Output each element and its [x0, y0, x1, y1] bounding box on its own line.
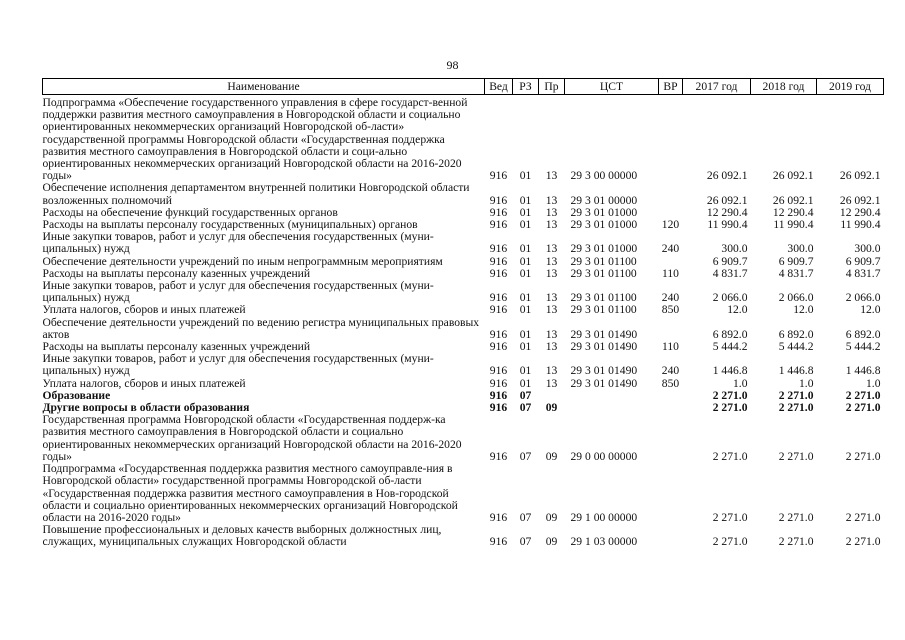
cell-vr: 110: [662, 266, 679, 280]
cell-vr: [659, 463, 683, 524]
cell-pr: 09: [545, 449, 558, 463]
cell-pr: 13: [545, 376, 558, 390]
cell-2017: 5 444.2: [712, 340, 748, 354]
cell-2018: 12.0: [793, 303, 814, 317]
cell-2019: 6 892.0: [845, 327, 881, 341]
cell-2017: 2 066.0: [712, 291, 748, 305]
cell-cst: 29 3 01 01100: [570, 254, 637, 268]
cell-pr: 09: [545, 510, 558, 524]
cell-pr: 13: [545, 205, 558, 219]
table-row: [43, 256, 884, 268]
cell-pr: 13: [545, 218, 558, 232]
cell-ved: 916: [489, 193, 508, 207]
table-row: [43, 231, 884, 255]
cell-vr: 240: [661, 364, 680, 378]
table-row: [43, 524, 884, 548]
table-row: [43, 304, 884, 316]
cell-2018: 2 066.0: [778, 291, 814, 305]
cell-2018: 2 271.0: [778, 535, 814, 549]
cell-pr: 13: [545, 266, 558, 280]
cell-pr: 13: [545, 242, 558, 256]
cell-cst: 29 3 01 01100: [570, 291, 637, 305]
cell-rz: 01: [519, 242, 532, 256]
cell-rz: 07: [519, 401, 532, 415]
cell-name: Образование: [42, 388, 111, 402]
cell-ved: 916: [489, 364, 508, 378]
cell-pr: 09: [545, 535, 558, 549]
cell-2017: 300.0: [721, 242, 748, 256]
header-pr: Пр: [539, 79, 565, 95]
cell-ved: 916: [489, 388, 508, 402]
header-rz: РЗ: [513, 79, 539, 95]
cell-rz: 01: [519, 218, 532, 232]
cell-cst: 29 3 00 00000: [570, 169, 638, 183]
cell-2019: 1.0: [866, 376, 881, 390]
cell-vr: 120: [661, 218, 680, 232]
cell-2018: 12 290.4: [772, 205, 814, 219]
cell-ved: 916: [489, 218, 508, 232]
cell-vr: [659, 402, 683, 414]
cell-rz: 01: [519, 266, 532, 280]
table-body: [43, 95, 884, 549]
header-name: Наименование: [43, 79, 485, 95]
cell-name: Иные закупки товаров, работ и услуг для обеспечения государственных (муни-ципальных) нужд: [42, 352, 434, 378]
cell-cst: 29 0 00 00000: [570, 449, 638, 463]
cell-cst: 29 3 01 01000: [570, 205, 638, 219]
cell-vr: 240: [661, 291, 680, 305]
cell-vr: [659, 256, 683, 268]
cell-vr: 240: [661, 242, 680, 256]
cell-rz: 01: [519, 205, 532, 219]
cell-2018: 300.0: [787, 242, 814, 256]
cell-2017: 6 909.7: [712, 254, 748, 268]
cell-rz: 07: [519, 535, 532, 549]
cell-pr: 13: [545, 364, 558, 378]
cell-cst: 29 3 01 01000: [570, 242, 638, 256]
cell-vr: [659, 524, 683, 548]
cell-2017: 11 990.4: [707, 218, 748, 232]
cell-cst: 29 3 01 01000: [570, 218, 638, 232]
cell-pr: 13: [545, 327, 558, 341]
cell-cst: [565, 402, 659, 414]
cell-cst: 29 3 01 01490: [570, 340, 638, 354]
cell-pr: 13: [545, 340, 558, 354]
cell-ved: 916: [489, 205, 508, 219]
cell-pr: 13: [545, 193, 558, 207]
table-row: [43, 353, 884, 377]
cell-name: Иные закупки товаров, работ и услуг для обеспечения государственных (муни-ципальных) нужд: [42, 230, 434, 256]
cell-2018: 26 092.1: [772, 193, 814, 207]
cell-name: Расходы на выплаты персоналу казенных учреждений: [42, 266, 311, 280]
table-row: [43, 378, 884, 390]
cell-name: Расходы на выплаты персоналу государственных (муниципальных) органов: [42, 218, 418, 232]
cell-2019: 12 290.4: [839, 205, 881, 219]
header-vr: ВР: [659, 79, 683, 95]
cell-ved: 916: [489, 291, 508, 305]
table-row: [43, 414, 884, 463]
cell-name: Обеспечение исполнения департаментом внутренней политики Новгородской области возложенных полномочий: [42, 181, 470, 207]
cell-vr: [659, 390, 683, 402]
cell-vr: 110: [662, 340, 679, 354]
cell-ved: 916: [489, 242, 508, 256]
cell-2019: 2 271.0: [845, 449, 881, 463]
cell-2019: 11 990.4: [840, 218, 881, 232]
cell-vr: [659, 317, 683, 341]
cell-ved: 916: [489, 510, 508, 524]
cell-ved: 916: [489, 449, 508, 463]
cell-2019: 6 909.7: [845, 254, 881, 268]
cell-rz: 01: [519, 340, 532, 354]
cell-name: Обеспечение деятельности учреждений по иным непрограммным мероприятиям: [42, 254, 443, 268]
cell-2018: 4 831.7: [778, 266, 814, 280]
cell-rz: 01: [519, 327, 532, 341]
cell-ved: 916: [489, 376, 508, 390]
cell-2017: 2 271.0: [712, 449, 748, 463]
cell-cst: 29 1 00 00000: [570, 510, 638, 524]
cell-2017: 12.0: [727, 303, 748, 317]
page-number: 98: [446, 58, 459, 72]
cell-2018: 2 271.0: [778, 388, 814, 402]
cell-2019: 12.0: [860, 303, 881, 317]
cell-rz: 07: [519, 510, 532, 524]
cell-name: Подпрограмма «Государственная поддержка развития местного самоуправле-ния в Новгородской области» государственной программы Новгородской об-ласти «Государственная поддержка развития местного самоуправления в Нов-городской области и социально ориентированных некоммерческих организаций Новгородской области на 2016-2020 годы»: [42, 462, 458, 524]
cell-2017: 2 271.0: [712, 535, 748, 549]
cell-rz: 07: [519, 388, 532, 402]
cell-2019: 2 271.0: [845, 510, 881, 524]
table-row: [43, 317, 884, 341]
cell-2019: 2 271.0: [845, 535, 881, 549]
cell-2018: 1.0: [799, 376, 814, 390]
cell-2017: 12 290.4: [706, 205, 748, 219]
cell-2018: 26 092.1: [772, 169, 814, 183]
table-row: [43, 95, 884, 183]
cell-ved: 916: [489, 254, 508, 268]
cell-2018: 1 446.8: [778, 364, 814, 378]
cell-2017: 26 092.1: [706, 193, 748, 207]
cell-2019: 2 066.0: [845, 291, 881, 305]
cell-2019: 4 831.7: [845, 266, 881, 280]
header-row: [43, 79, 884, 95]
cell-ved: 916: [489, 169, 508, 183]
cell-name: Государственная программа Новгородской области «Государственная поддерж-ка развития местного самоуправления в Новгородской области и социально ориентированных некоммерческих организаций Новгородской области на 2016-2020 годы»: [42, 413, 462, 463]
cell-cst: 29 3 01 00000: [570, 193, 638, 207]
cell-2018: 11 990.4: [773, 218, 814, 232]
cell-2019: 2 271.0: [845, 401, 881, 415]
cell-rz: 01: [519, 169, 532, 183]
budget-table: [42, 78, 884, 549]
cell-rz: 01: [519, 364, 532, 378]
cell-2017: 2 271.0: [712, 388, 748, 402]
cell-vr: 850: [661, 303, 680, 317]
cell-2019: 2 271.0: [845, 388, 881, 402]
cell-rz: 01: [519, 291, 532, 305]
cell-name: Расходы на обеспечение функций государственных органов: [42, 205, 338, 219]
cell-name: Подпрограмма «Обеспечение государственного управления в сфере государст-венной поддержки развития местного самоуправления в Новгородской области и социально ориентированных некоммерческих организаций Новгородской об-ласти» государственной программы Новгородской области «Государственная поддержка развития местного самоуправления в Новгородской области и соци-ально ориентированных некоммерческих организаций Новгородской области на 2016-2020 годы»: [42, 96, 468, 183]
header-cst: ЦСТ: [565, 79, 659, 95]
cell-rz: 01: [519, 193, 532, 207]
cell-pr: 13: [545, 303, 558, 317]
cell-2017: 26 092.1: [706, 169, 748, 183]
cell-cst: [565, 390, 659, 402]
cell-name: Иные закупки товаров, работ и услуг для обеспечения государственных (муни-ципальных) нужд: [42, 279, 434, 305]
cell-cst: 29 3 01 01100: [570, 303, 637, 317]
cell-rz: 07: [519, 449, 532, 463]
cell-rz: 01: [519, 376, 532, 390]
cell-pr: 13: [545, 291, 558, 305]
cell-2017: 1 446.8: [712, 364, 748, 378]
cell-cst: 29 3 01 01490: [570, 327, 638, 341]
cell-2019: 26 092.1: [839, 169, 881, 183]
cell-2017: 1.0: [733, 376, 748, 390]
cell-ved: 916: [489, 266, 508, 280]
table-row: [43, 280, 884, 304]
cell-ved: 916: [489, 401, 508, 415]
cell-2018: 2 271.0: [778, 510, 814, 524]
header-2019: 2019 год: [817, 79, 884, 95]
cell-cst: 29 3 01 01490: [570, 364, 638, 378]
header-2018: 2018 год: [751, 79, 817, 95]
cell-2019: 1 446.8: [845, 364, 881, 378]
header-2017: 2017 год: [683, 79, 751, 95]
cell-2018: 2 271.0: [778, 449, 814, 463]
cell-cst: 29 3 01 01100: [570, 266, 637, 280]
cell-2018: 6 892.0: [778, 327, 814, 341]
cell-name: Другие вопросы в области образования: [42, 401, 250, 415]
cell-2018: 5 444.2: [778, 340, 814, 354]
cell-pr: 09: [545, 401, 558, 415]
cell-vr: [659, 95, 683, 183]
cell-ved: 916: [489, 327, 508, 341]
cell-cst: 29 1 03 00000: [570, 535, 638, 549]
cell-ved: 916: [489, 303, 508, 317]
cell-name: Повышение профессиональных и деловых качеств выборных должностных лиц, служащих, муниципальных служащих Новгородской области: [42, 523, 442, 549]
table-row: [43, 182, 884, 206]
cell-rz: 01: [519, 254, 532, 268]
cell-2018: 6 909.7: [778, 254, 814, 268]
cell-pr: 13: [545, 169, 558, 183]
cell-name: Расходы на выплаты персоналу казенных учреждений: [42, 340, 311, 354]
cell-2017: 2 271.0: [712, 401, 748, 415]
cell-pr: 13: [545, 254, 558, 268]
cell-2018: 2 271.0: [778, 401, 814, 415]
cell-vr: 850: [661, 376, 680, 390]
cell-2017: 6 892.0: [712, 327, 748, 341]
cell-ved: 916: [489, 340, 508, 354]
cell-ved: 916: [489, 535, 508, 549]
cell-vr: [659, 414, 683, 463]
cell-2019: 5 444.2: [845, 340, 881, 354]
cell-name: Уплата налогов, сборов и иных платежей: [42, 303, 246, 317]
cell-2017: 4 831.7: [712, 266, 748, 280]
cell-rz: 01: [519, 303, 532, 317]
header-ved: Вед: [485, 79, 513, 95]
cell-2017: 2 271.0: [712, 510, 748, 524]
cell-2019: 26 092.1: [839, 193, 881, 207]
cell-2019: 300.0: [854, 242, 881, 256]
cell-cst: 29 3 01 01490: [570, 376, 638, 390]
cell-vr: [659, 182, 683, 206]
cell-name: Обеспечение деятельности учреждений по ведению регистра муниципальных правовых актов: [42, 315, 480, 341]
table-row: [43, 463, 884, 524]
cell-name: Уплата налогов, сборов и иных платежей: [42, 376, 246, 390]
